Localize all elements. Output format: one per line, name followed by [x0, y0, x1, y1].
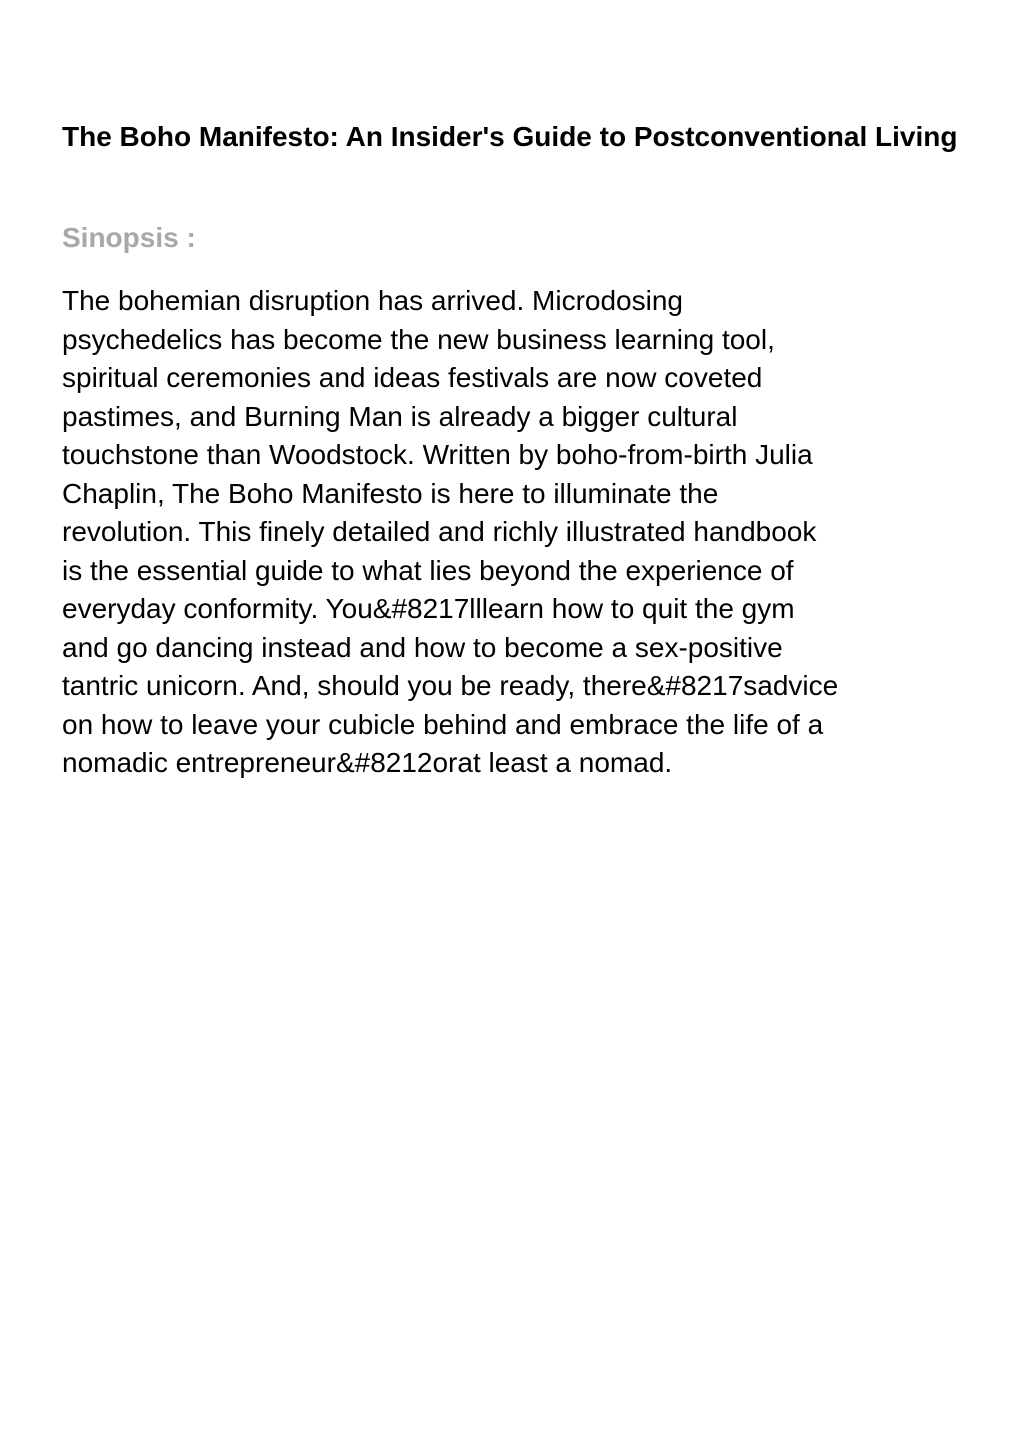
synopsis-line: and go dancing instead and how to become a sex-positive — [62, 631, 783, 663]
book-title: The Boho Manifesto: An Insider's Guide to Postconventional Living — [62, 121, 958, 152]
synopsis-line: spiritual ceremonies and ideas festivals are now coveted — [62, 362, 763, 393]
synopsis-line: psychedelics has become the new business learning tool, — [62, 323, 775, 355]
synopsis-line: is the essential guide to what lies beyond the experience of — [62, 554, 794, 586]
synopsis-line: Chaplin, The Boho Manifesto is here to illuminate the — [62, 477, 719, 509]
synopsis-line: everyday conformity. You&#8217lllearn how to quit the gym — [62, 593, 795, 624]
synopsis-line: pastimes, and Burning Man is already a bigger cultural — [62, 400, 738, 432]
synopsis-line: revolution. This finely detailed and richly illustrated handbook — [62, 516, 817, 547]
synopsis-line: touchstone than Woodstock. Written by boho-from-birth Julia — [62, 439, 813, 470]
synopsis-line: tantric unicorn. And, should you be ready, there&#8217sadvice — [62, 670, 839, 701]
synopsis-text — [62, 282, 982, 783]
synopsis-label: Sinopsis : — [62, 222, 196, 253]
synopsis-line: The bohemian disruption has arrived. Microdosing — [62, 285, 683, 316]
synopsis-line: on how to leave your cubicle behind and embrace the life of a — [62, 708, 824, 740]
synopsis-line: nomadic entrepreneur&#8212orat least a nomad. — [62, 747, 673, 778]
